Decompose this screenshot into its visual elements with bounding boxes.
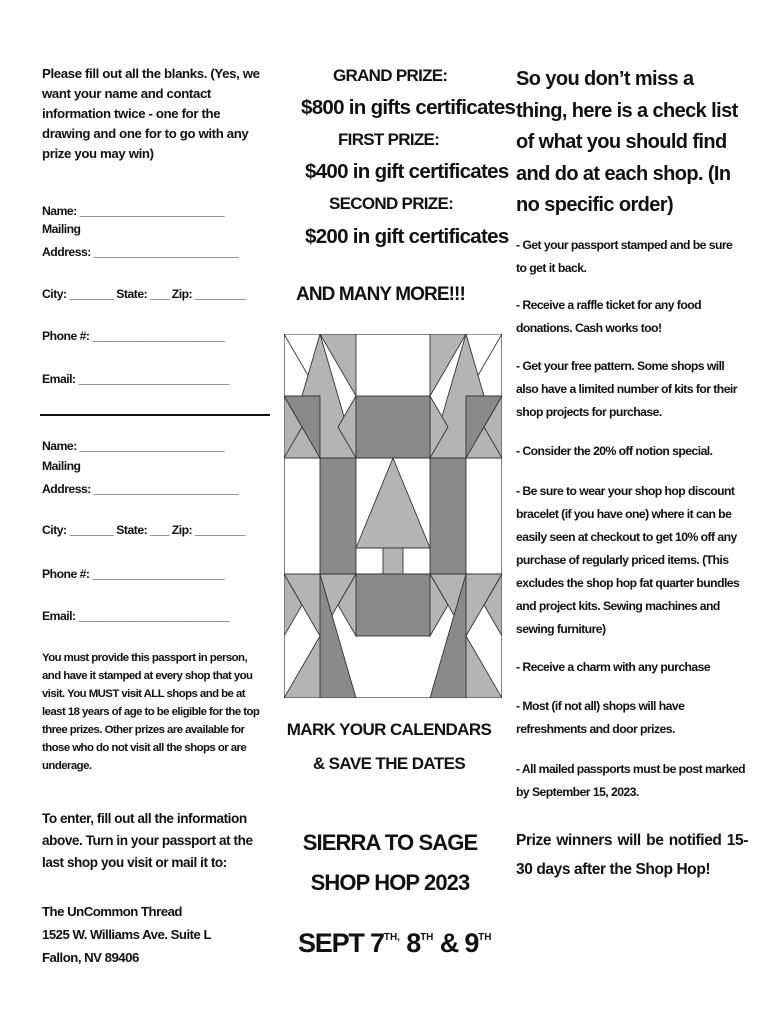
and-many-more-text: AND MANY MORE!!!: [296, 284, 465, 305]
form2-city-state-zip-field[interactable]: City: _______ State: ___ Zip: ________: [42, 523, 246, 537]
checklist-item-6: - Receive a charm with any purchase: [516, 660, 711, 674]
date-3-suffix: TH: [478, 932, 492, 943]
form2-mailing-label: Mailing: [42, 459, 81, 473]
event-dates: [298, 928, 492, 959]
checklist-item-4: - Consider the 20% off notion special.: [516, 444, 713, 458]
grand-prize-value: $800 in gifts certificates: [301, 96, 516, 119]
second-prize-value: $200 in gift certificates: [305, 225, 509, 248]
form1-city-state-zip-field[interactable]: City: _______ State: ___ Zip: ________: [42, 287, 246, 301]
checklist-heading: So you don’t miss a thing, here is a check list of what you should find and do at each shop. (In no specific order): [516, 68, 738, 216]
checklist-item-2: - Receive a raffle ticket for any food donations. Cash works too!: [516, 298, 701, 335]
form1-mailing-label: Mailing: [42, 222, 81, 236]
save-dates-text: & SAVE THE DATES: [312, 754, 466, 773]
first-prize-label: FIRST PRIZE:: [338, 130, 440, 149]
address-line-1: The UnCommon Thread: [42, 904, 182, 919]
checklist-item-3: - Get your free pattern. Some shops will also have a limited number of kits for their shop projects for purchase.: [516, 359, 737, 419]
second-prize-label: SECOND PRIZE:: [329, 194, 454, 213]
checklist-item-1: - Get your passport stamped and be sure to get it back.: [516, 238, 733, 275]
form1-email-field[interactable]: Email: ________________________: [42, 372, 230, 386]
form1-phone-field[interactable]: Phone #: _____________________: [42, 329, 225, 343]
event-name-line1: SIERRA TO SAGE: [302, 830, 478, 855]
address-line-3: Fallon, NV 89406: [42, 950, 139, 965]
date-2-suffix: TH: [420, 932, 434, 943]
entry-instructions: To enter, fill out all the information above. Turn in your passport at the last shop you visit or mail it to:: [42, 811, 253, 870]
grand-prize-label: GRAND PRIZE:: [333, 66, 448, 85]
mailing-address: [42, 900, 272, 969]
event-name-line2: SHOP HOP 2023: [310, 870, 470, 895]
mark-calendars-text: MARK YOUR CALENDARS: [286, 720, 492, 739]
first-prize-value: $400 in gift certificates: [305, 160, 509, 183]
form2-phone-field[interactable]: Phone #: _____________________: [42, 567, 225, 581]
left-column: [42, 64, 270, 164]
checklist-item-5: - Be sure to wear your shop hop discount bracelet (if you have one) where it can be easily seen at checkout to get 10% off any purchase of regularly priced items. (This excludes the shop hop fat quarter bundles and project kits. Sewing machines and sewing furniture): [516, 484, 740, 636]
date-1: SEPT 7: [298, 928, 384, 958]
form2-address-field[interactable]: Address: _______________________: [42, 482, 239, 496]
quilt-block-image: [284, 334, 502, 698]
form1-address-field[interactable]: Address: _______________________: [42, 245, 239, 259]
checklist-item-7: - Most (if not all) shops will have refreshments and door prizes.: [516, 699, 685, 736]
form2-name-field[interactable]: Name: _______________________: [42, 439, 225, 453]
winners-notice: Prize winners will be notified 15-30 days after the Shop Hop!: [516, 832, 748, 878]
date-2: 8: [399, 928, 421, 958]
checklist-item-8: - All mailed passports must be post marked by September 15, 2023.: [516, 762, 746, 799]
address-line-2: 1525 W. Williams Ave. Suite L: [42, 927, 212, 942]
form2-email-field[interactable]: Email: ________________________: [42, 609, 230, 623]
checklist-column: [516, 64, 746, 222]
form1-name-field[interactable]: Name: _______________________: [42, 204, 225, 218]
intro-text: Please fill out all the blanks. (Yes, we want your name and contact information twice - one for the drawing and one for to go with any prize you may win): [42, 66, 260, 161]
date-3: & 9: [433, 928, 479, 958]
date-1-suffix: TH,: [383, 932, 400, 943]
form-divider: [40, 414, 270, 416]
eligibility-rules: You must provide this passport in person, and have it stamped at every shop that you visit. You MUST visit ALL shops and be at least 18 years of age to be eligible for the top three prizes. Other prizes are available for those who do not visit all the shops or are underage.: [42, 652, 260, 772]
